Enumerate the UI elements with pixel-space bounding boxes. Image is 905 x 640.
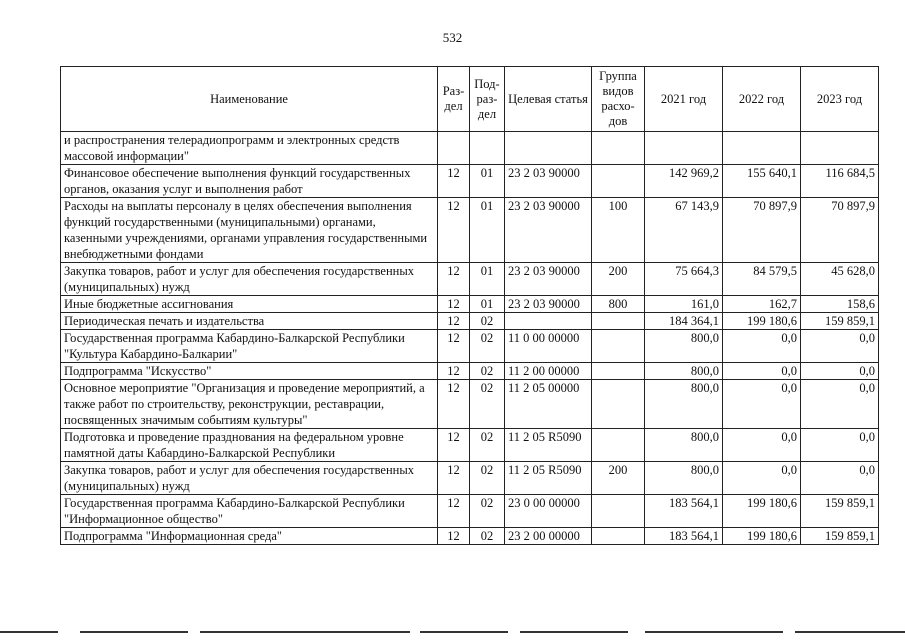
row-name: Подпрограмма "Информационная среда"	[61, 528, 438, 545]
header-2021: 2021 год	[645, 67, 723, 132]
row-name: Периодическая печать и издательства	[61, 313, 438, 330]
row-amount-2021: 183 564,1	[645, 495, 723, 528]
row-amount-2023	[801, 132, 879, 165]
row-amount-2023: 159 859,1	[801, 528, 879, 545]
row-amount-2022: 199 180,6	[723, 528, 801, 545]
row-amount-2021: 800,0	[645, 330, 723, 363]
row-amount-2022: 0,0	[723, 363, 801, 380]
row-target-article: 11 2 00 00000	[505, 363, 592, 380]
row-expense-group: 200	[592, 263, 645, 296]
table-row	[61, 165, 879, 198]
table-row	[61, 429, 879, 462]
row-amount-2023: 158,6	[801, 296, 879, 313]
row-amount-2022	[723, 132, 801, 165]
row-razdel: 12	[438, 495, 470, 528]
header-group: Группа видов расхо-дов	[592, 67, 645, 132]
row-amount-2023: 0,0	[801, 363, 879, 380]
row-target-article: 23 0 00 00000	[505, 495, 592, 528]
table-row	[61, 198, 879, 263]
row-expense-group: 800	[592, 296, 645, 313]
row-amount-2021: 142 969,2	[645, 165, 723, 198]
row-target-article: 23 2 03 90000	[505, 165, 592, 198]
row-amount-2023: 0,0	[801, 380, 879, 429]
row-razdel: 12	[438, 296, 470, 313]
row-podrazdel	[470, 132, 505, 165]
row-name: Подпрограмма "Искусство"	[61, 363, 438, 380]
row-amount-2023: 0,0	[801, 429, 879, 462]
table-row	[61, 263, 879, 296]
row-podrazdel: 02	[470, 363, 505, 380]
row-razdel: 12	[438, 330, 470, 363]
row-amount-2021: 161,0	[645, 296, 723, 313]
row-expense-group	[592, 495, 645, 528]
row-amount-2023: 45 628,0	[801, 263, 879, 296]
row-razdel: 12	[438, 165, 470, 198]
table-body	[61, 132, 879, 545]
row-amount-2022: 199 180,6	[723, 495, 801, 528]
row-podrazdel: 02	[470, 429, 505, 462]
footer-rule	[0, 631, 905, 634]
row-amount-2021: 800,0	[645, 462, 723, 495]
table-row	[61, 528, 879, 545]
row-target-article: 11 2 05 R5090	[505, 429, 592, 462]
table-row	[61, 380, 879, 429]
row-podrazdel: 02	[470, 462, 505, 495]
row-amount-2023: 159 859,1	[801, 313, 879, 330]
row-amount-2021: 800,0	[645, 380, 723, 429]
row-podrazdel: 02	[470, 528, 505, 545]
row-expense-group	[592, 380, 645, 429]
row-name: Государственная программа Кабардино-Балкарской Республики "Культура Кабардино-Балкарии"	[61, 330, 438, 363]
row-amount-2021: 184 364,1	[645, 313, 723, 330]
row-name: Основное мероприятие "Организация и проведение мероприятий, а также работ по строительству, реконструкции, реставрации, посвященных значимым событиям культуры"	[61, 380, 438, 429]
row-podrazdel: 01	[470, 198, 505, 263]
row-amount-2021: 800,0	[645, 363, 723, 380]
budget-table	[60, 66, 879, 545]
row-target-article	[505, 132, 592, 165]
row-target-article: 23 2 03 90000	[505, 296, 592, 313]
header-2023: 2023 год	[801, 67, 879, 132]
row-name: Закупка товаров, работ и услуг для обеспечения государственных (муниципальных) нужд	[61, 462, 438, 495]
row-amount-2021: 183 564,1	[645, 528, 723, 545]
row-expense-group	[592, 132, 645, 165]
row-amount-2022: 0,0	[723, 429, 801, 462]
row-amount-2023: 159 859,1	[801, 495, 879, 528]
table-row	[61, 363, 879, 380]
row-razdel: 12	[438, 380, 470, 429]
row-expense-group	[592, 330, 645, 363]
table-row	[61, 462, 879, 495]
row-podrazdel: 02	[470, 380, 505, 429]
table-row	[61, 330, 879, 363]
row-expense-group	[592, 363, 645, 380]
row-name: Государственная программа Кабардино-Балкарской Республики "Информационное общество"	[61, 495, 438, 528]
table-row	[61, 296, 879, 313]
row-amount-2023: 116 684,5	[801, 165, 879, 198]
row-razdel: 12	[438, 313, 470, 330]
row-amount-2022: 0,0	[723, 462, 801, 495]
table-row	[61, 313, 879, 330]
row-name: Подготовка и проведение празднования на федеральном уровне памятной даты Кабардино-Балкарской Республики	[61, 429, 438, 462]
row-podrazdel: 02	[470, 495, 505, 528]
row-razdel: 12	[438, 198, 470, 263]
table-row	[61, 495, 879, 528]
row-expense-group	[592, 429, 645, 462]
row-name: Финансовое обеспечение выполнения функций государственных органов, оказания услуг и выполнения работ	[61, 165, 438, 198]
row-podrazdel: 01	[470, 263, 505, 296]
row-amount-2021: 75 664,3	[645, 263, 723, 296]
header-podrazdel: Под-раз-дел	[470, 67, 505, 132]
row-target-article: 23 2 00 00000	[505, 528, 592, 545]
row-amount-2023: 0,0	[801, 330, 879, 363]
row-target-article: 11 2 05 00000	[505, 380, 592, 429]
row-target-article: 11 0 00 00000	[505, 330, 592, 363]
row-amount-2022: 162,7	[723, 296, 801, 313]
row-amount-2022: 155 640,1	[723, 165, 801, 198]
row-expense-group	[592, 165, 645, 198]
row-amount-2021: 67 143,9	[645, 198, 723, 263]
row-podrazdel: 02	[470, 313, 505, 330]
row-amount-2022: 0,0	[723, 380, 801, 429]
row-expense-group	[592, 528, 645, 545]
row-razdel	[438, 132, 470, 165]
row-amount-2021: 800,0	[645, 429, 723, 462]
row-target-article: 23 2 03 90000	[505, 263, 592, 296]
row-amount-2022: 70 897,9	[723, 198, 801, 263]
row-expense-group: 100	[592, 198, 645, 263]
row-razdel: 12	[438, 363, 470, 380]
row-podrazdel: 01	[470, 165, 505, 198]
row-amount-2023: 0,0	[801, 462, 879, 495]
row-razdel: 12	[438, 462, 470, 495]
row-razdel: 12	[438, 263, 470, 296]
row-name: Иные бюджетные ассигнования	[61, 296, 438, 313]
row-target-article: 11 2 05 R5090	[505, 462, 592, 495]
row-razdel: 12	[438, 528, 470, 545]
row-podrazdel: 01	[470, 296, 505, 313]
header-2022: 2022 год	[723, 67, 801, 132]
row-podrazdel: 02	[470, 330, 505, 363]
header-razdel: Раз-дел	[438, 67, 470, 132]
row-name: Закупка товаров, работ и услуг для обеспечения государственных (муниципальных) нужд	[61, 263, 438, 296]
row-target-article: 23 2 03 90000	[505, 198, 592, 263]
table-row	[61, 132, 879, 165]
page-number: 532	[442, 30, 463, 45]
row-name: и распространения телерадиопрограмм и электронных средств массовой информации"	[61, 132, 438, 165]
row-expense-group	[592, 313, 645, 330]
header-target: Целевая статья	[505, 67, 592, 132]
row-amount-2022: 0,0	[723, 330, 801, 363]
header-name: Наименование	[61, 67, 438, 132]
row-amount-2022: 84 579,5	[723, 263, 801, 296]
row-name: Расходы на выплаты персоналу в целях обеспечения выполнения функций государственными (муниципальными) органами, казенными учреждениями, органами управления государственными внебюджетными фондами	[61, 198, 438, 263]
row-target-article	[505, 313, 592, 330]
row-amount-2023: 70 897,9	[801, 198, 879, 263]
row-amount-2022: 199 180,6	[723, 313, 801, 330]
row-razdel: 12	[438, 429, 470, 462]
table-header-row	[61, 67, 879, 132]
row-amount-2021	[645, 132, 723, 165]
row-expense-group: 200	[592, 462, 645, 495]
